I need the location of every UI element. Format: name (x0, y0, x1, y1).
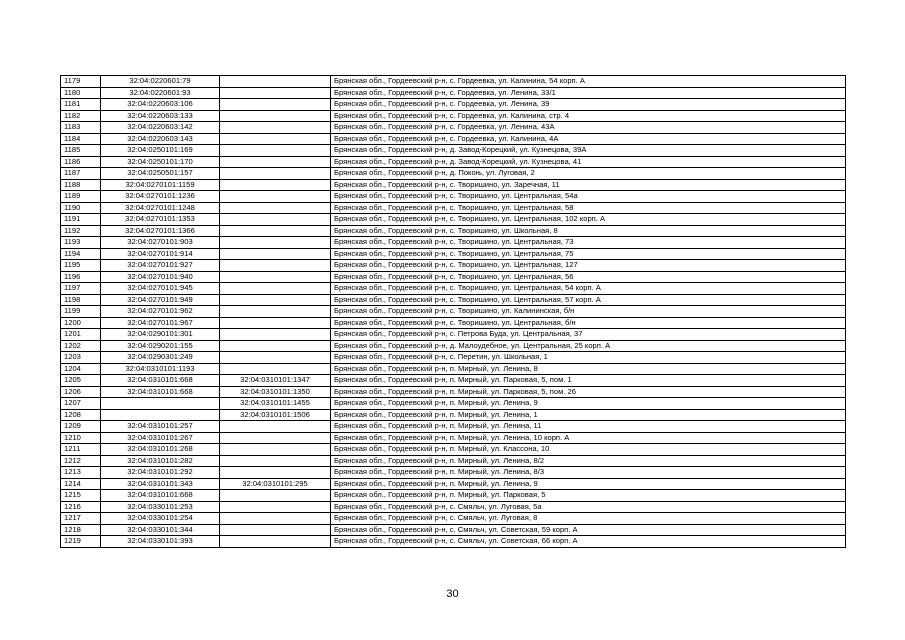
parcel-cadastral-number-cell (220, 225, 331, 237)
table-row (61, 306, 846, 318)
row-number-cell: 1201 (61, 329, 101, 341)
row-number-cell: 1200 (61, 317, 101, 329)
row-number-cell: 1181 (61, 99, 101, 111)
address-cell: Брянская обл., Гордеевский р-н, с. Смяльч, ул. Луговая, 5а (331, 501, 846, 513)
parcel-cadastral-number-cell (220, 271, 331, 283)
cadastral-number-cell: 32:04:0270101:1366 (101, 225, 220, 237)
table-row (61, 432, 846, 444)
address-cell: Брянская обл., Гордеевский р-н, п. Мирный, ул. Парковая, 5, пом. 1 (331, 375, 846, 387)
cadastral-number-cell (101, 398, 220, 410)
table-row (61, 214, 846, 226)
cadastral-number-cell: 32:04:0220601:79 (101, 76, 220, 88)
parcel-cadastral-number-cell (220, 490, 331, 502)
parcel-cadastral-number-cell (220, 432, 331, 444)
address-cell: Брянская обл., Гордеевский р-н, п. Мирный, ул. Ленина, 1 (331, 409, 846, 421)
cadastral-number-cell: 32:04:0270101:945 (101, 283, 220, 295)
parcel-cadastral-number-cell (220, 317, 331, 329)
table-row (61, 478, 846, 490)
parcel-cadastral-number-cell (220, 260, 331, 272)
cadastral-number-cell: 32:04:0250101:169 (101, 145, 220, 157)
row-number-cell: 1198 (61, 294, 101, 306)
table-row (61, 260, 846, 272)
parcel-cadastral-number-cell (220, 329, 331, 341)
parcel-cadastral-number-cell (220, 306, 331, 318)
address-cell: Брянская обл., Гордеевский р-н, п. Мирный, ул. Ленина, 8/3 (331, 467, 846, 479)
row-number-cell: 1204 (61, 363, 101, 375)
cadastral-number-cell: 32:04:0220603:106 (101, 99, 220, 111)
row-number-cell: 1187 (61, 168, 101, 180)
row-number-cell: 1216 (61, 501, 101, 513)
cadastral-number-cell: 32:04:0310101:668 (101, 386, 220, 398)
cadastral-number-cell: 32:04:0220601:93 (101, 87, 220, 99)
register-table-body (61, 76, 846, 548)
parcel-cadastral-number-cell (220, 237, 331, 249)
table-row (61, 513, 846, 525)
table-row (61, 133, 846, 145)
cadastral-number-cell: 32:04:0270101:1236 (101, 191, 220, 203)
address-cell: Брянская обл., Гордеевский р-н, п. Мирный, ул. Ленина, 8/2 (331, 455, 846, 467)
table-row (61, 536, 846, 548)
table-row (61, 225, 846, 237)
parcel-cadastral-number-cell (220, 202, 331, 214)
parcel-cadastral-number-cell (220, 444, 331, 456)
table-row (61, 179, 846, 191)
row-number-cell: 1210 (61, 432, 101, 444)
row-number-cell: 1212 (61, 455, 101, 467)
cadastral-number-cell: 32:04:0270101:967 (101, 317, 220, 329)
table-row (61, 191, 846, 203)
row-number-cell: 1207 (61, 398, 101, 410)
address-cell: Брянская обл., Гордеевский р-н, п. Мирный, ул. Парковая, 5 (331, 490, 846, 502)
row-number-cell: 1192 (61, 225, 101, 237)
address-cell: Брянская обл., Гордеевский р-н, с. Смяльч, ул. Луговая, 8 (331, 513, 846, 525)
parcel-cadastral-number-cell (220, 421, 331, 433)
row-number-cell: 1189 (61, 191, 101, 203)
address-cell: Брянская обл., Гордеевский р-н, с. Смяльч, ул. Советская, 66 корп. А (331, 536, 846, 548)
cadastral-number-cell: 32:04:0270101:940 (101, 271, 220, 283)
address-cell: Брянская обл., Гордеевский р-н, с. Творишино, ул. Калининская, б/н (331, 306, 846, 318)
address-cell: Брянская обл., Гордеевский р-н, с. Творишино, ул. Центральная, 127 (331, 260, 846, 272)
address-cell: Брянская обл., Гордеевский р-н, с. Творишино, ул. Центральная, 54а (331, 191, 846, 203)
parcel-cadastral-number-cell (220, 156, 331, 168)
table-row (61, 156, 846, 168)
cadastral-number-cell: 32:04:0330101:253 (101, 501, 220, 513)
table-row (61, 122, 846, 134)
parcel-cadastral-number-cell (220, 283, 331, 295)
cadastral-number-cell: 32:04:0330101:254 (101, 513, 220, 525)
table-row (61, 110, 846, 122)
table-row (61, 168, 846, 180)
cadastral-number-cell: 32:04:0290301:249 (101, 352, 220, 364)
row-number-cell: 1182 (61, 110, 101, 122)
parcel-cadastral-number-cell (220, 513, 331, 525)
cadastral-number-cell: 32:04:0310101:267 (101, 432, 220, 444)
cadastral-number-cell: 32:04:0270101:962 (101, 306, 220, 318)
row-number-cell: 1191 (61, 214, 101, 226)
table-row (61, 409, 846, 421)
cadastral-number-cell: 32:04:0270101:903 (101, 237, 220, 249)
table-row (61, 329, 846, 341)
parcel-cadastral-number-cell: 32:04:0310101:1455 (220, 398, 331, 410)
address-cell: Брянская обл., Гордеевский р-н, с. Творишино, ул. Центральная, 54 корп. А (331, 283, 846, 295)
table-row (61, 421, 846, 433)
table-row (61, 248, 846, 260)
parcel-cadastral-number-cell (220, 145, 331, 157)
table-row (61, 501, 846, 513)
address-cell: Брянская обл., Гордеевский р-н, с. Творишино, ул. Центральная, 58 (331, 202, 846, 214)
table-row (61, 317, 846, 329)
address-cell: Брянская обл., Гордеевский р-н, с. Гордеевка, ул. Калинина, 54 корп. А (331, 76, 846, 88)
table-row (61, 237, 846, 249)
cadastral-number-cell: 32:04:0270101:927 (101, 260, 220, 272)
address-cell: Брянская обл., Гордеевский р-н, д. Завод-Корецкий, ул. Кузнецова, 39А (331, 145, 846, 157)
address-cell: Брянская обл., Гордеевский р-н, с. Творишино, ул. Центральная, 75 (331, 248, 846, 260)
row-number-cell: 1184 (61, 133, 101, 145)
parcel-cadastral-number-cell (220, 536, 331, 548)
cadastral-number-cell: 32:04:0270101:1248 (101, 202, 220, 214)
address-cell: Брянская обл., Гордеевский р-н, п. Мирный, ул. Ленина, 8 (331, 363, 846, 375)
table-row (61, 145, 846, 157)
cadastral-number-cell: 32:04:0220603:143 (101, 133, 220, 145)
address-cell: Брянская обл., Гордеевский р-н, с. Гордеевка, ул. Ленина, 39 (331, 99, 846, 111)
table-row (61, 283, 846, 295)
cadastral-number-cell: 32:04:0220603:142 (101, 122, 220, 134)
row-number-cell: 1193 (61, 237, 101, 249)
cadastral-number-cell: 32:04:0310101:1193 (101, 363, 220, 375)
cadastral-number-cell: 32:04:0310101:343 (101, 478, 220, 490)
cadastral-number-cell: 32:04:0310101:668 (101, 375, 220, 387)
address-cell: Брянская обл., Гордеевский р-н, с. Творишино, ул. Центральная, 57 корп. А (331, 294, 846, 306)
row-number-cell: 1199 (61, 306, 101, 318)
row-number-cell: 1209 (61, 421, 101, 433)
table-row (61, 524, 846, 536)
parcel-cadastral-number-cell (220, 524, 331, 536)
row-number-cell: 1215 (61, 490, 101, 502)
address-cell: Брянская обл., Гордеевский р-н, п. Мирный, ул. Парковая, 5, пом. 26 (331, 386, 846, 398)
parcel-cadastral-number-cell (220, 191, 331, 203)
address-cell: Брянская обл., Гордеевский р-н, с. Творишино, ул. Заречная, 11 (331, 179, 846, 191)
parcel-cadastral-number-cell (220, 214, 331, 226)
parcel-cadastral-number-cell (220, 87, 331, 99)
row-number-cell: 1185 (61, 145, 101, 157)
parcel-cadastral-number-cell (220, 168, 331, 180)
row-number-cell: 1186 (61, 156, 101, 168)
table-row (61, 99, 846, 111)
row-number-cell: 1197 (61, 283, 101, 295)
parcel-cadastral-number-cell (220, 501, 331, 513)
row-number-cell: 1194 (61, 248, 101, 260)
row-number-cell: 1190 (61, 202, 101, 214)
table-row (61, 444, 846, 456)
table-row (61, 271, 846, 283)
parcel-cadastral-number-cell: 32:04:0310101:1347 (220, 375, 331, 387)
address-cell: Брянская обл., Гордеевский р-н, с. Гордеевка, ул. Ленина, 43А (331, 122, 846, 134)
address-cell: Брянская обл., Гордеевский р-н, с. Творишино, ул. Школьная, 8 (331, 225, 846, 237)
cadastral-number-cell: 32:04:0330101:344 (101, 524, 220, 536)
row-number-cell: 1217 (61, 513, 101, 525)
address-cell: Брянская обл., Гордеевский р-н, с. Творишино, ул. Центральная, 56 (331, 271, 846, 283)
address-cell: Брянская обл., Гордеевский р-н, д. Малоудебное, ул. Центральная, 25 корп. А (331, 340, 846, 352)
row-number-cell: 1219 (61, 536, 101, 548)
row-number-cell: 1180 (61, 87, 101, 99)
parcel-cadastral-number-cell (220, 363, 331, 375)
parcel-cadastral-number-cell (220, 467, 331, 479)
address-cell: Брянская обл., Гордеевский р-н, с. Творишино, ул. Центральная, 102 корп. А (331, 214, 846, 226)
property-register-table (60, 75, 846, 548)
table-row (61, 352, 846, 364)
row-number-cell: 1218 (61, 524, 101, 536)
address-cell: Брянская обл., Гордеевский р-н, п. Мирный, ул. Ленина, 9 (331, 398, 846, 410)
parcel-cadastral-number-cell (220, 340, 331, 352)
cadastral-number-cell: 32:04:0290101:301 (101, 329, 220, 341)
cadastral-number-cell: 32:04:0250101:170 (101, 156, 220, 168)
table-row (61, 363, 846, 375)
address-cell: Брянская обл., Гордеевский р-н, с. Гордеевка, ул. Ленина, 33/1 (331, 87, 846, 99)
cadastral-number-cell: 32:04:0310101:268 (101, 444, 220, 456)
address-cell: Брянская обл., Гордеевский р-н, с. Творишино, ул. Центральная, 73 (331, 237, 846, 249)
parcel-cadastral-number-cell (220, 248, 331, 260)
table-row (61, 490, 846, 502)
row-number-cell: 1206 (61, 386, 101, 398)
cadastral-number-cell: 32:04:0330101:393 (101, 536, 220, 548)
row-number-cell: 1211 (61, 444, 101, 456)
row-number-cell: 1208 (61, 409, 101, 421)
table-row (61, 294, 846, 306)
table-row (61, 467, 846, 479)
cadastral-number-cell: 32:04:0220603:133 (101, 110, 220, 122)
cadastral-number-cell: 32:04:0270101:914 (101, 248, 220, 260)
address-cell: Брянская обл., Гордеевский р-н, с. Смяльч, ул. Советская, 59 корп. А (331, 524, 846, 536)
address-cell: Брянская обл., Гордеевский р-н, с. Петрова Буда, ул. Центральная, 37 (331, 329, 846, 341)
address-cell: Брянская обл., Гордеевский р-н, п. Мирный, ул. Ленина, 10 корп. А (331, 432, 846, 444)
row-number-cell: 1179 (61, 76, 101, 88)
table-row (61, 340, 846, 352)
address-cell: Брянская обл., Гордеевский р-н, п. Мирный, ул. Классона, 10 (331, 444, 846, 456)
row-number-cell: 1202 (61, 340, 101, 352)
address-cell: Брянская обл., Гордеевский р-н, с. Перетин, ул. Школьная, 1 (331, 352, 846, 364)
row-number-cell: 1195 (61, 260, 101, 272)
table-row (61, 76, 846, 88)
address-cell: Брянская обл., Гордеевский р-н, д. Завод-Корецкий, ул. Кузнецова, 41 (331, 156, 846, 168)
parcel-cadastral-number-cell (220, 352, 331, 364)
cadastral-number-cell: 32:04:0310101:282 (101, 455, 220, 467)
parcel-cadastral-number-cell (220, 179, 331, 191)
cadastral-number-cell: 32:04:0310101:668 (101, 490, 220, 502)
parcel-cadastral-number-cell (220, 294, 331, 306)
table-row (61, 455, 846, 467)
parcel-cadastral-number-cell (220, 122, 331, 134)
row-number-cell: 1188 (61, 179, 101, 191)
table-row (61, 386, 846, 398)
row-number-cell: 1203 (61, 352, 101, 364)
cadastral-number-cell: 32:04:0250501:157 (101, 168, 220, 180)
parcel-cadastral-number-cell (220, 133, 331, 145)
parcel-cadastral-number-cell (220, 76, 331, 88)
parcel-cadastral-number-cell (220, 99, 331, 111)
row-number-cell: 1183 (61, 122, 101, 134)
table-row (61, 87, 846, 99)
address-cell: Брянская обл., Гордеевский р-н, с. Творишино, ул. Центральная, б/н (331, 317, 846, 329)
table-row (61, 202, 846, 214)
table-row (61, 398, 846, 410)
row-number-cell: 1205 (61, 375, 101, 387)
page-number: 30 (446, 588, 459, 600)
parcel-cadastral-number-cell: 32:04:0310101:1506 (220, 409, 331, 421)
address-cell: Брянская обл., Гордеевский р-н, с. Гордеевка, ул. Калинина, 4А (331, 133, 846, 145)
cadastral-number-cell: 32:04:0270101:1353 (101, 214, 220, 226)
cadastral-number-cell: 32:04:0290201:155 (101, 340, 220, 352)
address-cell: Брянская обл., Гордеевский р-н, д. Покоњ, ул. Луговая, 2 (331, 168, 846, 180)
cadastral-number-cell: 32:04:0310101:292 (101, 467, 220, 479)
address-cell: Брянская обл., Гордеевский р-н, п. Мирный, ул. Ленина, 11 (331, 421, 846, 433)
cadastral-number-cell: 32:04:0310101:257 (101, 421, 220, 433)
parcel-cadastral-number-cell (220, 110, 331, 122)
parcel-cadastral-number-cell (220, 455, 331, 467)
cadastral-number-cell: 32:04:0270101:949 (101, 294, 220, 306)
row-number-cell: 1214 (61, 478, 101, 490)
cadastral-number-cell: 32:04:0270101:1159 (101, 179, 220, 191)
address-cell: Брянская обл., Гордеевский р-н, п. Мирный, ул. Ленина, 9 (331, 478, 846, 490)
row-number-cell: 1213 (61, 467, 101, 479)
table-row (61, 375, 846, 387)
parcel-cadastral-number-cell: 32:04:0310101:1350 (220, 386, 331, 398)
address-cell: Брянская обл., Гордеевский р-н, с. Гордеевка, ул. Калинина, стр. 4 (331, 110, 846, 122)
cadastral-number-cell (101, 409, 220, 421)
row-number-cell: 1196 (61, 271, 101, 283)
parcel-cadastral-number-cell: 32:04:0310101:295 (220, 478, 331, 490)
